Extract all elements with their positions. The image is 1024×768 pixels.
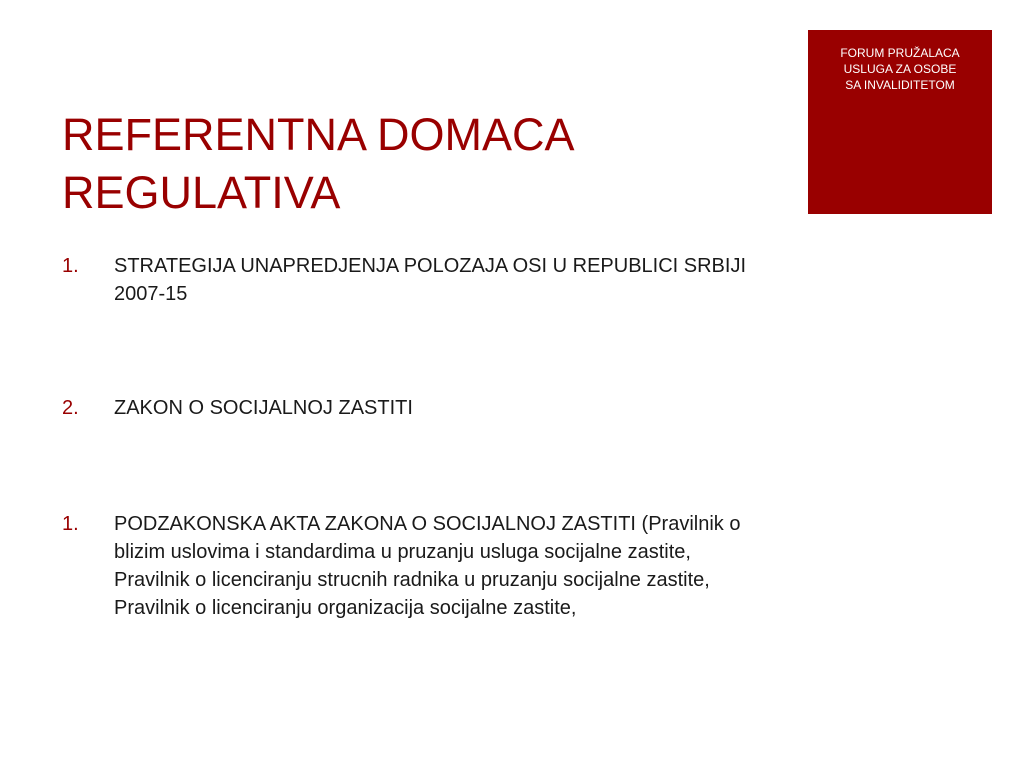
brand-line-1: FORUM PRUŽALACA	[840, 46, 960, 60]
list-item-text: PODZAKONSKA AKTA ZAKONA O SOCIJALNOJ ZASTITI (Pravilnik o blizim uslovima i standardima u pruzanju usluga socijalne zastite, Pravilnik o licenciranju strucnih radnika u pruzanju socijalne zastite, Pravilnik o licenciranju organizacija socijalne zastite,	[114, 513, 741, 619]
list-item-number: 1.	[62, 513, 79, 535]
brand-line-3: SA INVALIDITETOM	[845, 78, 955, 92]
forum-logo-box	[808, 30, 992, 214]
list-item-strategy	[62, 252, 762, 308]
brand-line-2: USLUGA ZA OSOBE	[843, 62, 957, 76]
list-item-number: 1.	[62, 255, 79, 277]
list-item-text: ZAKON O SOCIJALNOJ ZASTITI	[114, 397, 413, 419]
list-item-social-protection-law	[62, 394, 762, 422]
list-item-bylaws	[62, 510, 762, 622]
slide-title	[62, 106, 762, 222]
slide-title-line-1: REFERENTNA DOMACA	[62, 109, 575, 160]
list-item-text: STRATEGIJA UNAPREDJENJA POLOZAJA OSI U REPUBLICI SRBIJI 2007-15	[114, 255, 747, 305]
slide-title-line-2: REGULATIVA	[62, 167, 341, 218]
regulation-list	[62, 252, 762, 622]
list-item-number: 2.	[62, 397, 79, 419]
